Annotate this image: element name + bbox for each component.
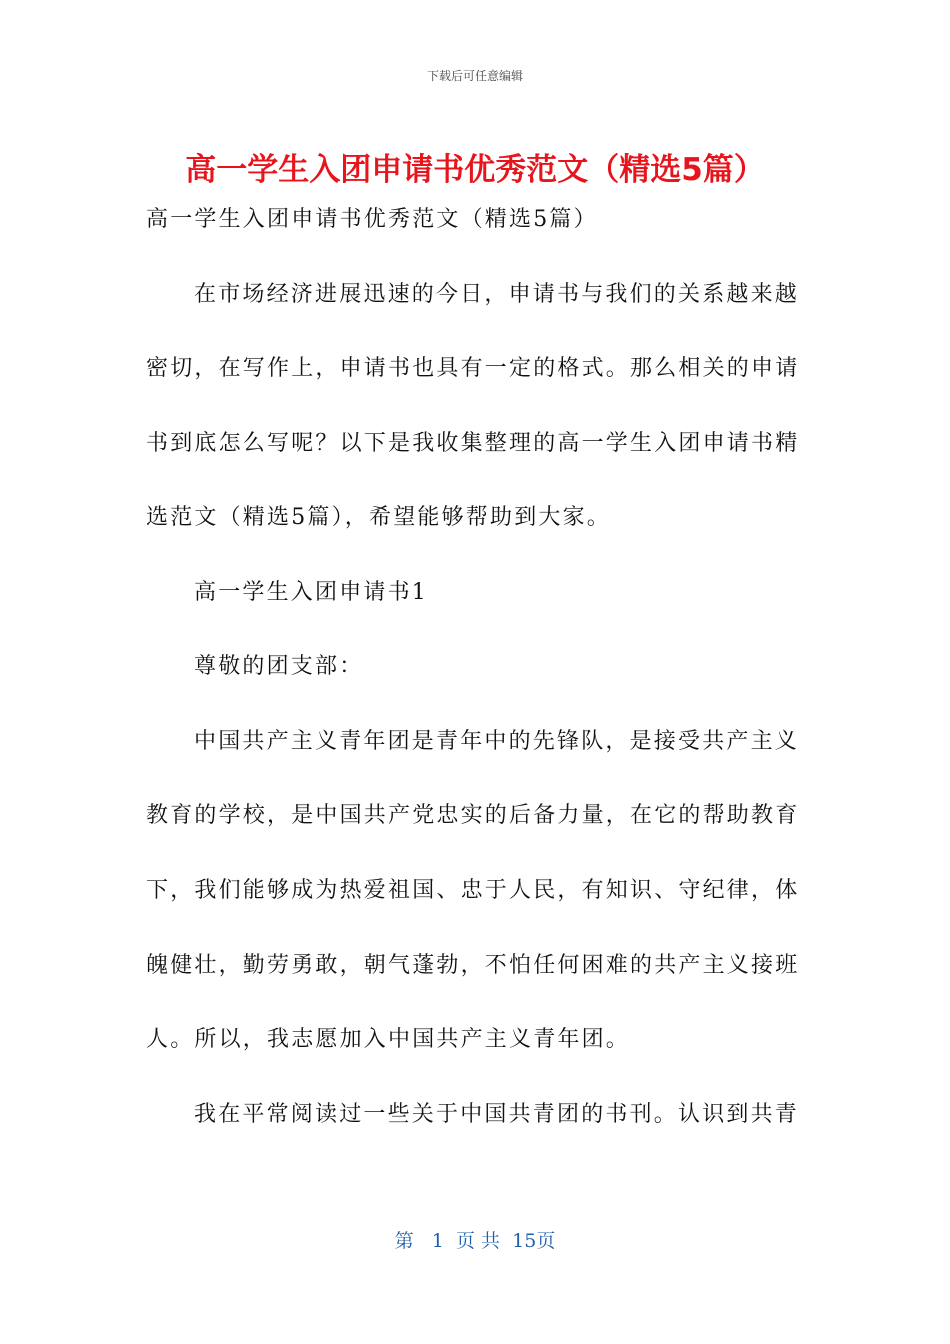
- paragraph-line: 我在平常阅读过一些关于中国共青团的书刊。认识到共青: [194, 1102, 800, 1127]
- footer-middle: 页 共: [455, 1230, 501, 1252]
- current-page-number: 1: [431, 1230, 444, 1252]
- paragraph-line: 密切，在写作上，申请书也具有一定的格式。那么相关的申请: [146, 356, 800, 381]
- paragraph-line: 魄健壮，勤劳勇敢，朝气蓬勃，不怕任何困难的共产主义接班: [146, 953, 800, 978]
- paragraph-line: 中国共产主义青年团是青年中的先锋队，是接受共产主义: [194, 729, 800, 754]
- page-footer: [0, 1226, 950, 1253]
- header-note: 下载后可任意编辑: [426, 69, 523, 83]
- document-title: 高一学生入团申请书优秀范文（精选5篇）: [185, 152, 765, 188]
- subtitle-line: 高一学生入团申请书优秀范文（精选5篇）: [146, 207, 598, 232]
- paragraph-line: 人。所以，我志愿加入中国共产主义青年团。: [146, 1027, 631, 1052]
- total-page-count: 15: [512, 1230, 537, 1252]
- section-heading: 高一学生入团申请书1: [194, 580, 428, 605]
- paragraph-line: 下，我们能够成为热爱祖国、忠于人民，有知识、守纪律，体: [146, 878, 800, 903]
- footer-suffix: 页: [536, 1230, 556, 1252]
- paragraph-line: 教育的学校，是中国共产党忠实的后备力量，在它的帮助教育: [146, 803, 800, 828]
- footer-prefix: 第: [394, 1230, 414, 1252]
- salutation: 尊敬的团支部：: [194, 654, 364, 679]
- paragraph-line: 选范文（精选5篇），希望能够帮助到大家。: [146, 505, 611, 530]
- paragraph-line: 书到底怎么写呢？以下是我收集整理的高一学生入团申请书精: [146, 431, 800, 456]
- paragraph-line: 在市场经济进展迅速的今日，申请书与我们的关系越来越: [194, 282, 800, 307]
